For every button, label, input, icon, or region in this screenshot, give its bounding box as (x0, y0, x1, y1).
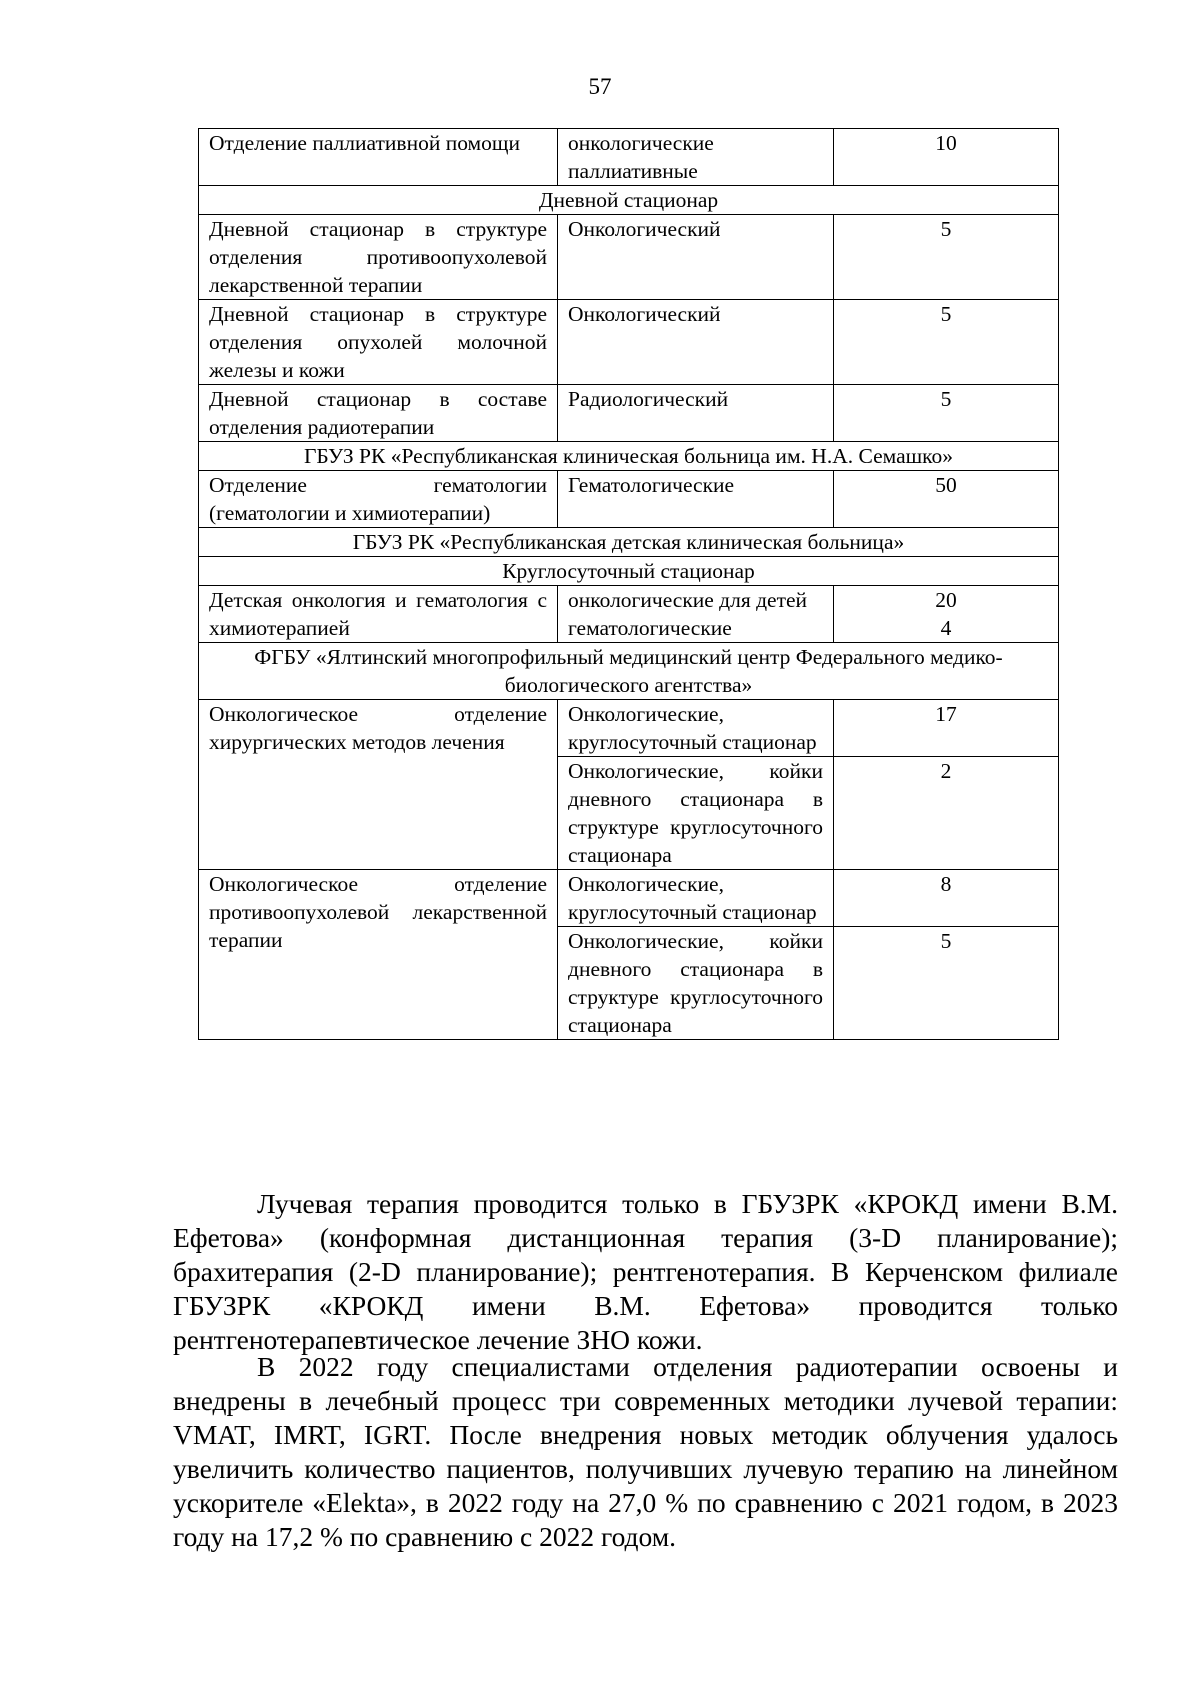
bed-count-cell: 50 (834, 471, 1059, 528)
table-row (199, 215, 1059, 300)
table-row (199, 300, 1059, 385)
department-name-cell: Отделение паллиативной помощи (199, 129, 558, 186)
bed-count-cell: 20 4 (834, 586, 1059, 643)
bed-count-cell: 2 (834, 757, 1059, 870)
bed-profile-cell: онкологические для детей гематологические (558, 586, 834, 643)
bed-profile-cell: Онкологические, круглосуточный стационар (558, 700, 834, 757)
department-name-cell: Отделение гематологии (гематологии и химиотерапии) (199, 471, 558, 528)
bed-count-cell: 5 (834, 215, 1059, 300)
bed-count-cell: 8 (834, 870, 1059, 927)
paragraph-new-methods: В 2022 году специалистами отделения радиотерапии освоены и внедрены в лечебный процесс три современных методики лучевой терапии: VMAT, IMRT, IGRT. После внедрения новых методик облучения удалось увеличить количество пациентов, получивших лучевую терапию на линейном ускорителе «Elekta», в 2022 году на 27,0 % по сравнению с 2021 годом, в 2023 году на 17,2 % по сравнению с 2022 годом. (173, 1351, 1118, 1552)
bed-profile-cell: Онкологические, круглосуточный стационар (558, 870, 834, 927)
bed-profile-cell: Гематологические (558, 471, 834, 528)
bed-profile-cell: Радиологический (558, 385, 834, 442)
page-number: 57 (588, 74, 612, 99)
section-heading: Круглосуточный стационар (199, 557, 1059, 586)
bed-capacity-table (198, 128, 1059, 1040)
table-row (199, 870, 1059, 927)
section-heading: ГБУЗ РК «Республиканская клиническая больница им. Н.А. Семашко» (199, 442, 1059, 471)
bed-count-cell: 10 (834, 129, 1059, 186)
bed-profile-cell: Онкологический (558, 215, 834, 300)
bed-count-cell: 5 (834, 927, 1059, 1040)
department-name-cell: Онкологическое отделение противоопухолевой лекарственной терапии (199, 870, 558, 1040)
section-heading: ГБУЗ РК «Республиканская детская клиническая больница» (199, 528, 1059, 557)
bed-count-cell: 5 (834, 300, 1059, 385)
department-name-cell: Дневной стационар в составе отделения радиотерапии (199, 385, 558, 442)
department-name-cell: Онкологическое отделение хирургических методов лечения (199, 700, 558, 870)
table-section-row (199, 442, 1059, 471)
bed-profile-cell: Онкологический (558, 300, 834, 385)
section-heading: ФГБУ «Ялтинский многопрофильный медицинский центр Федерального медико-биологического агентства» (199, 643, 1059, 700)
department-name-cell: Дневной стационар в структуре отделения противоопухолевой лекарственной терапии (199, 215, 558, 300)
table-section-row (199, 643, 1059, 700)
bed-count-cell: 17 (834, 700, 1059, 757)
table-row (199, 700, 1059, 757)
table-section-row (199, 528, 1059, 557)
table-row (199, 129, 1059, 186)
section-heading: Дневной стационар (199, 186, 1059, 215)
bed-profile-cell: Онкологические, койки дневного стационара в структуре круглосуточного стационара (558, 757, 834, 870)
department-name-cell: Дневной стационар в структуре отделения опухолей молочной железы и кожи (199, 300, 558, 385)
table-section-row (199, 186, 1059, 215)
department-name-cell: Детская онкология и гематология с химиотерапией (199, 586, 558, 643)
table-row (199, 586, 1059, 643)
bed-count-cell: 5 (834, 385, 1059, 442)
paragraph-radiotherapy: Лучевая терапия проводится только в ГБУЗРК «КРОКД имени В.М. Ефетова» (конформная дистанционная терапия (3-D планирование); брахитерапия (2-D планирование); рентгенотерапия. В Керченском филиале ГБУЗРК «КРОКД имени В.М. Ефетова» проводится только рентгенотерапевтическое лечение ЗНО кожи. (173, 1188, 1118, 1355)
table-row (199, 471, 1059, 528)
table-row (199, 385, 1059, 442)
bed-profile-cell: Онкологические, койки дневного стационара в структуре круглосуточного стационара (558, 927, 834, 1040)
table-section-row (199, 557, 1059, 586)
bed-profile-cell: онкологические паллиативные (558, 129, 834, 186)
